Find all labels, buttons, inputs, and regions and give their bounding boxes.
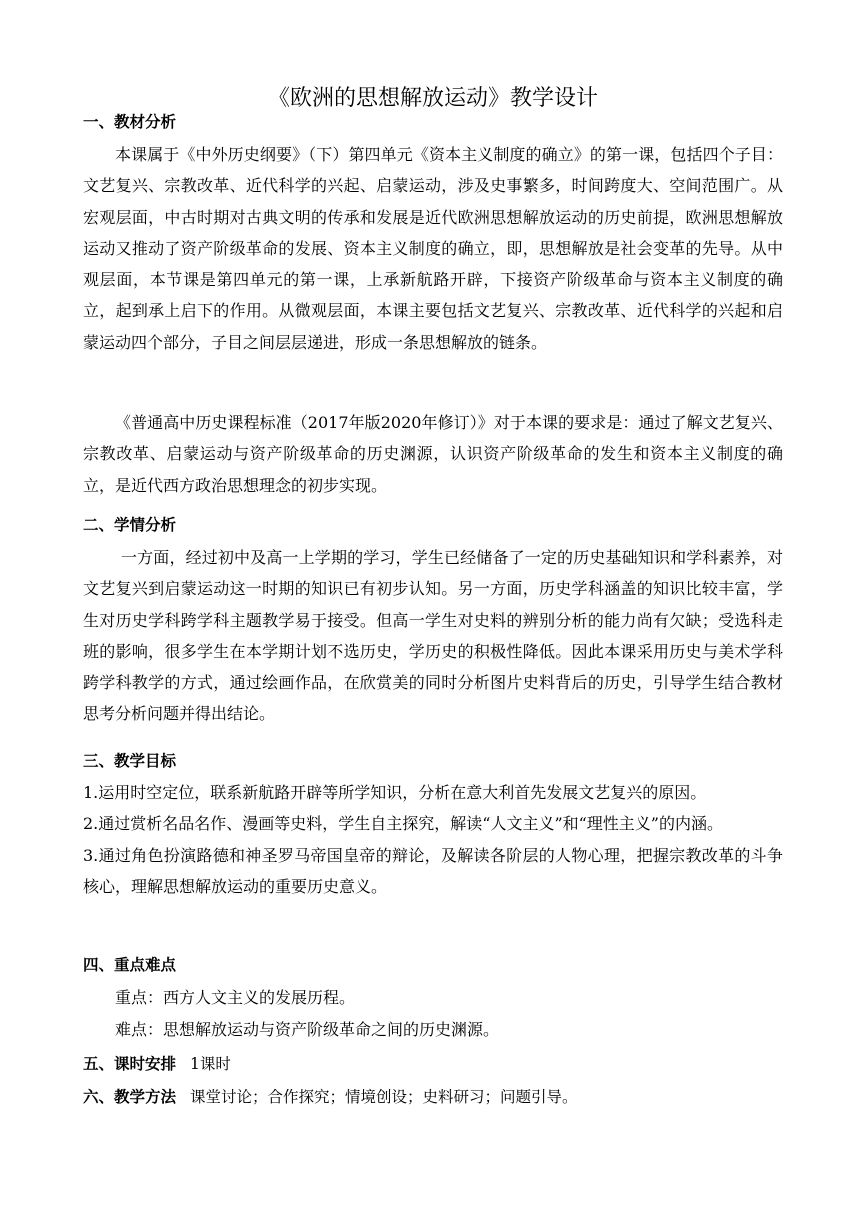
difficult-point-line: 难点：思想解放运动与资产阶级革命之间的历史渊源。	[115, 1020, 500, 1039]
section-heading-teaching-methods: 六、教学方法	[83, 1088, 177, 1106]
document-title: 《欧洲的思想解放运动》教学设计	[267, 86, 598, 111]
objective-item: 1.运用时空定位，联系新航路开辟等所学知识，分析在意大利首先发展文艺复兴的原因。	[83, 783, 707, 802]
class-hours-line	[83, 1054, 231, 1074]
section-heading-teaching-objectives: 三、教学目标	[83, 752, 177, 770]
textbook-analysis-paragraph-2: 《普通高中历史课程标准（2017年版2020年修订）》对于本课的要求是：通过了解文艺复兴、宗教改革、启蒙运动与资产阶级革命的历史渊源，认识资产阶级革命的发生和资本主义制度的确立，是近代西方政治思想理念的初步实现。	[83, 413, 783, 495]
key-point-line: 重点：西方人文主义的发展历程。	[115, 988, 356, 1007]
section-heading-textbook-analysis: 一、教材分析	[83, 113, 177, 131]
section-heading-key-difficult-points: 四、重点难点	[83, 956, 177, 974]
section-heading-student-analysis: 二、学情分析	[83, 516, 177, 534]
teaching-methods-value: 课堂讨论；合作探究；情境创设；史料研习；问题引导。	[190, 1088, 578, 1106]
objectives-list	[83, 777, 783, 902]
class-hours-value: 1课时	[190, 1055, 231, 1073]
textbook-analysis-paragraph-1: 本课属于《中外历史纲要》（下）第四单元《资本主义制度的确立》的第一课，包括四个子目：文艺复兴、宗教改革、近代科学的兴起、启蒙运动，涉及史事繁多，时间跨度大、空间范围广。从宏观层面，中古时期对古典文明的传承和发展是近代欧洲思想解放运动的历史前提，欧洲思想解放运动又推动了资产阶级革命的发展、资本主义制度的确立，即，思想解放是社会变革的先导。从中观层面，本节课是第四单元的第一课，上承新航路开辟，下接资产阶级革命与资本主义制度的确立，起到承上启下的作用。从微观层面，本课主要包括文艺复兴、宗教改革、近代科学的兴起和启蒙运动四个部分，子目之间层层递进，形成一条思想解放的链条。	[83, 145, 783, 352]
objective-item: 2.通过赏析名品名作、漫画等史料，学生自主探究，解读“人文主义”和“理性主义”的内涵。	[83, 814, 723, 834]
student-analysis-paragraph: 一方面，经过初中及高一上学期的学习，学生已经储备了一定的历史基础知识和学科素养，对文艺复兴到启蒙运动这一时期的知识已有初步认知。另一方面，历史学科涵盖的知识比较丰富，学生对历史学科跨学科主题教学易于接受。但高一学生对史料的辨别分析的能力尚有欠缺；受选科走班的影响，很多学生在本学期计划不选历史，学历史的积极性降低。因此本课采用历史与美术学科跨学科教学的方式，通过绘画作品，在欣赏美的同时分析图片史料背后的历史，引导学生结合教材思考分析问题并得出结论。	[83, 548, 783, 724]
teaching-methods-line	[83, 1087, 578, 1107]
section-heading-class-hours: 五、课时安排	[83, 1055, 177, 1073]
objective-item: 3.通过角色扮演路德和神圣罗马帝国皇帝的辩论，及解读各阶层的人物心理，把握宗教改革的斗争核心，理解思想解放运动的重要历史意义。	[83, 845, 783, 896]
